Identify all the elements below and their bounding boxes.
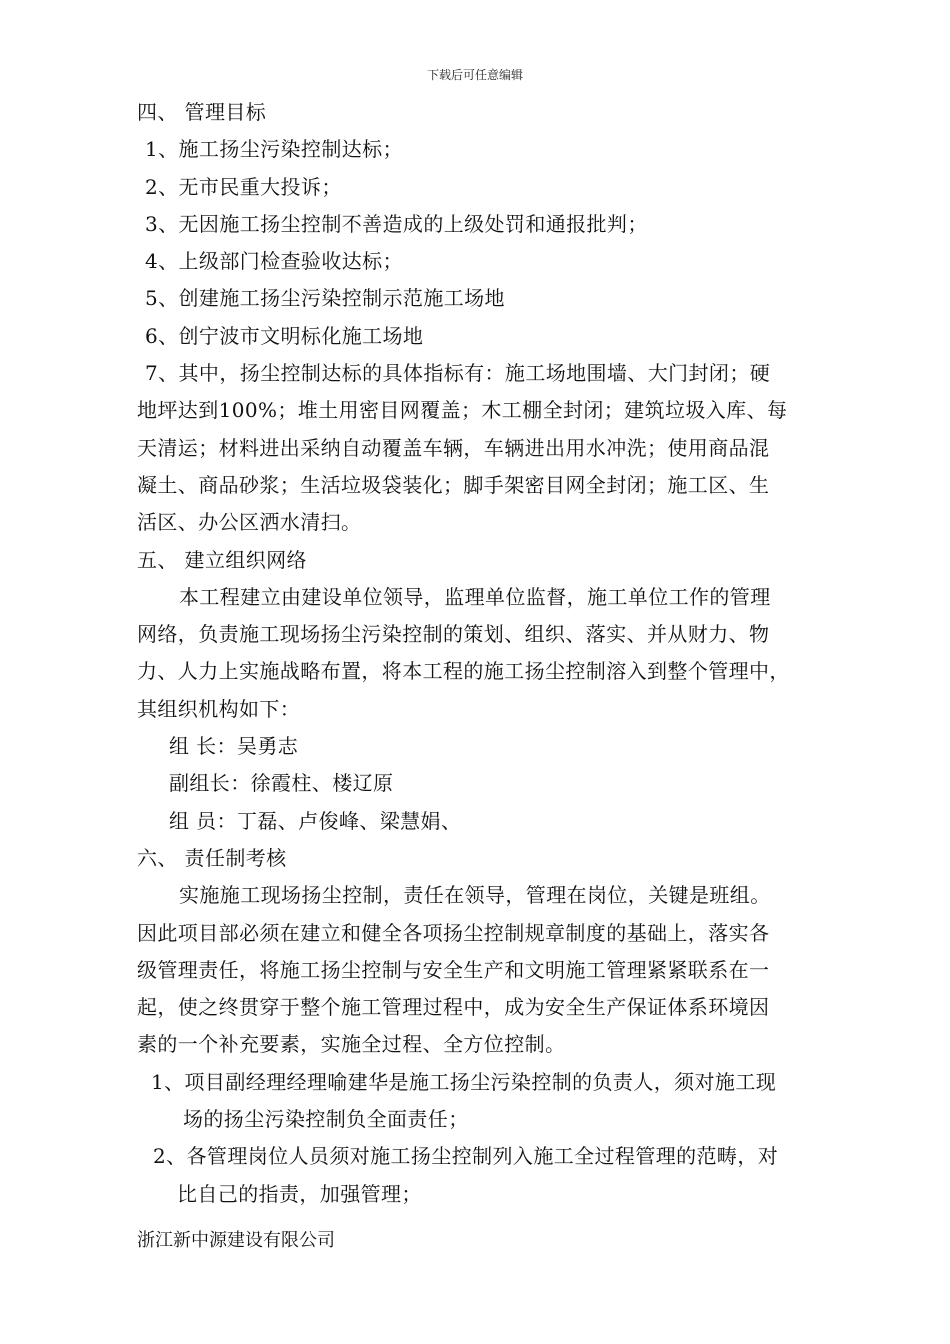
responsibility-item-2-cont: 比自己的指责，加强管理； bbox=[177, 1181, 422, 1206]
paragraph-line: 本工程建立由建设单位领导，监理单位监督，施工单位工作的管理 bbox=[179, 584, 771, 609]
document-body bbox=[137, 94, 837, 1213]
paragraph-line: 网络，负责施工现场扬尘污染控制的策划、组织、落实、并从财力、物 bbox=[137, 622, 770, 647]
responsibility-item-1-cont: 场的扬尘污染控制负全面责任； bbox=[183, 1107, 469, 1132]
paragraph-line: 力、人力上实施战略布置，将本工程的施工扬尘控制溶入到整个管理中， bbox=[137, 659, 790, 684]
responsibility-item-2: 2、各管理岗位人员须对施工扬尘控制列入施工全过程管理的范畴，对 bbox=[153, 1144, 779, 1169]
goal-item-6: 6、创宁波市文明标化施工场地 bbox=[145, 323, 424, 348]
org-members: 组 员：丁磊、卢俊峰、梁慧娟、 bbox=[169, 808, 462, 833]
section-heading-organization: 五、 建立组织网络 bbox=[137, 547, 307, 572]
company-footer: 浙江新中源建设有限公司 bbox=[137, 1230, 335, 1251]
paragraph-line: 级管理责任，将施工扬尘控制与安全生产和文明施工管理紧紧联系在一 bbox=[137, 957, 770, 982]
goal-item-7: 7、其中，扬尘控制达标的具体指标有：施工场地围墙、大门封闭；硬 bbox=[145, 361, 771, 386]
page-header: 下载后可任意编辑 bbox=[426, 68, 523, 82]
paragraph-line: 凝土、商品砂浆；生活垃圾袋装化；脚手架密目网全封闭；施工区、生 bbox=[137, 472, 770, 497]
section-heading-responsibility: 六、 责任制考核 bbox=[137, 845, 287, 870]
section-heading-management-goals: 四、 管理目标 bbox=[137, 100, 267, 124]
paragraph-line: 其组织机构如下： bbox=[137, 696, 301, 721]
goal-item-4: 4、上级部门检查验收达标； bbox=[145, 249, 403, 274]
goal-item-2: 2、无市民重大投诉； bbox=[145, 174, 342, 199]
paragraph-line: 素的一个补充要素，实施全过程、全方位控制。 bbox=[137, 1032, 566, 1057]
paragraph-line: 活区、办公区洒水清扫。 bbox=[137, 510, 362, 535]
paragraph-line: 天清运；材料进出采纳自动覆盖车辆，车辆进出用水冲洗；使用商品混 bbox=[137, 435, 770, 460]
paragraph-line: 地坪达到100%；堆土用密目网覆盖；木工棚全封闭；建筑垃圾入库、每 bbox=[137, 398, 788, 423]
goal-item-5: 5、创建施工扬尘污染控制示范施工场地 bbox=[145, 286, 505, 311]
org-deputy-leader: 副组长：徐霞柱、楼辽原 bbox=[169, 771, 394, 796]
paragraph-line: 实施施工现场扬尘控制，责任在领导，管理在岗位，关键是班组。 bbox=[179, 883, 771, 908]
paragraph-line: 因此项目部必须在建立和健全各项扬尘控制规章制度的基础上，落实各 bbox=[137, 920, 770, 945]
paragraph-line: 起，使之终贯穿于整个施工管理过程中，成为安全生产保证体系环境因 bbox=[137, 995, 770, 1020]
goal-item-1: 1、施工扬尘污染控制达标； bbox=[145, 137, 403, 162]
responsibility-item-1: 1、项目副经理经理喻建华是施工扬尘污染控制的负责人，须对施工现 bbox=[151, 1069, 777, 1094]
goal-item-3: 3、无因施工扬尘控制不善造成的上级处罚和通报批判； bbox=[145, 211, 648, 236]
org-leader: 组 长：吴勇志 bbox=[169, 734, 299, 759]
